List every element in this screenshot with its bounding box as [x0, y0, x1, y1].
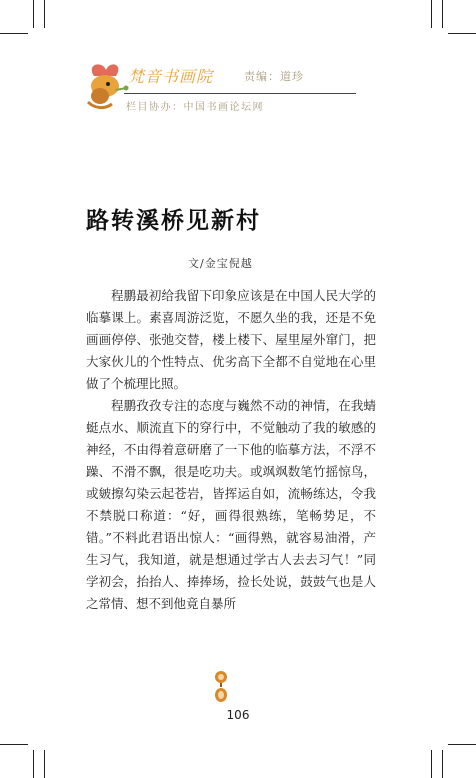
gourd-ornament-icon — [212, 668, 230, 704]
crop-mark-bottom-left-v — [33, 750, 34, 778]
page-number: 106 — [226, 708, 250, 722]
article-body — [86, 285, 376, 615]
crop-mark-bottom-right-v — [442, 750, 443, 778]
article-title: 路转溪桥见新村 — [86, 208, 261, 234]
header-divider — [124, 93, 356, 94]
editor-credit: 责编：道珍 — [244, 70, 304, 83]
crop-mark-top-right-v — [442, 0, 443, 28]
crop-mark-top-right-v2 — [431, 0, 432, 28]
crop-mark-top-left-v — [33, 0, 34, 28]
article-paragraph: 程鹏最初给我留下印象应该是在中国人民大学的临摹课上。素喜周游泛览，不愿久坐的我，还是不免画画停停、张弛交替，楼上楼下、屋里屋外窜门，把大家伙儿的个性特点、优劣高下全都不自觉地在心里做了个梳理比照。 — [86, 288, 376, 391]
crop-mark-bottom-left-h — [0, 744, 28, 745]
column-cooperation: 栏目协办：中国书画论坛网 — [126, 102, 264, 113]
crop-mark-bottom-right-h — [448, 744, 476, 745]
dragon-mascot-icon — [80, 58, 130, 114]
crop-mark-top-left-v2 — [44, 0, 45, 28]
crop-mark-bottom-right-v2 — [431, 750, 432, 778]
crop-mark-bottom-left-v2 — [44, 750, 45, 778]
crop-mark-top-left-h — [0, 33, 28, 34]
crop-mark-top-right-h — [448, 33, 476, 34]
column-header — [80, 58, 370, 118]
article-paragraph: 程鹏孜孜专注的态度与巍然不动的神情，在我蜻蜓点水、顺流直下的穿行中，不觉触动了我的敏感的神经，不由得着意研磨了一下他的临摹方法，不浮不躁、不滑不飘，很是吃功夫。或飒飒数笔竹摇惊鸟，或皴擦勾染云起苍岩，皆挥运自如，流畅练达，令我不禁脱口称道：“好，画得很熟练，笔畅势足，不错。”不料此君语出惊人：“画得熟，就容易油滑，产生习气，我知道，就是想通过学古人去去习气！”同学初会，抬抬人、捧捧场，捡长处说，鼓鼓气也是人之常情、想不到他竟自暴所 — [86, 398, 376, 611]
article-byline: 文/金宝倪越 — [188, 257, 253, 270]
brand-name: 梵音书画院 — [128, 67, 214, 86]
